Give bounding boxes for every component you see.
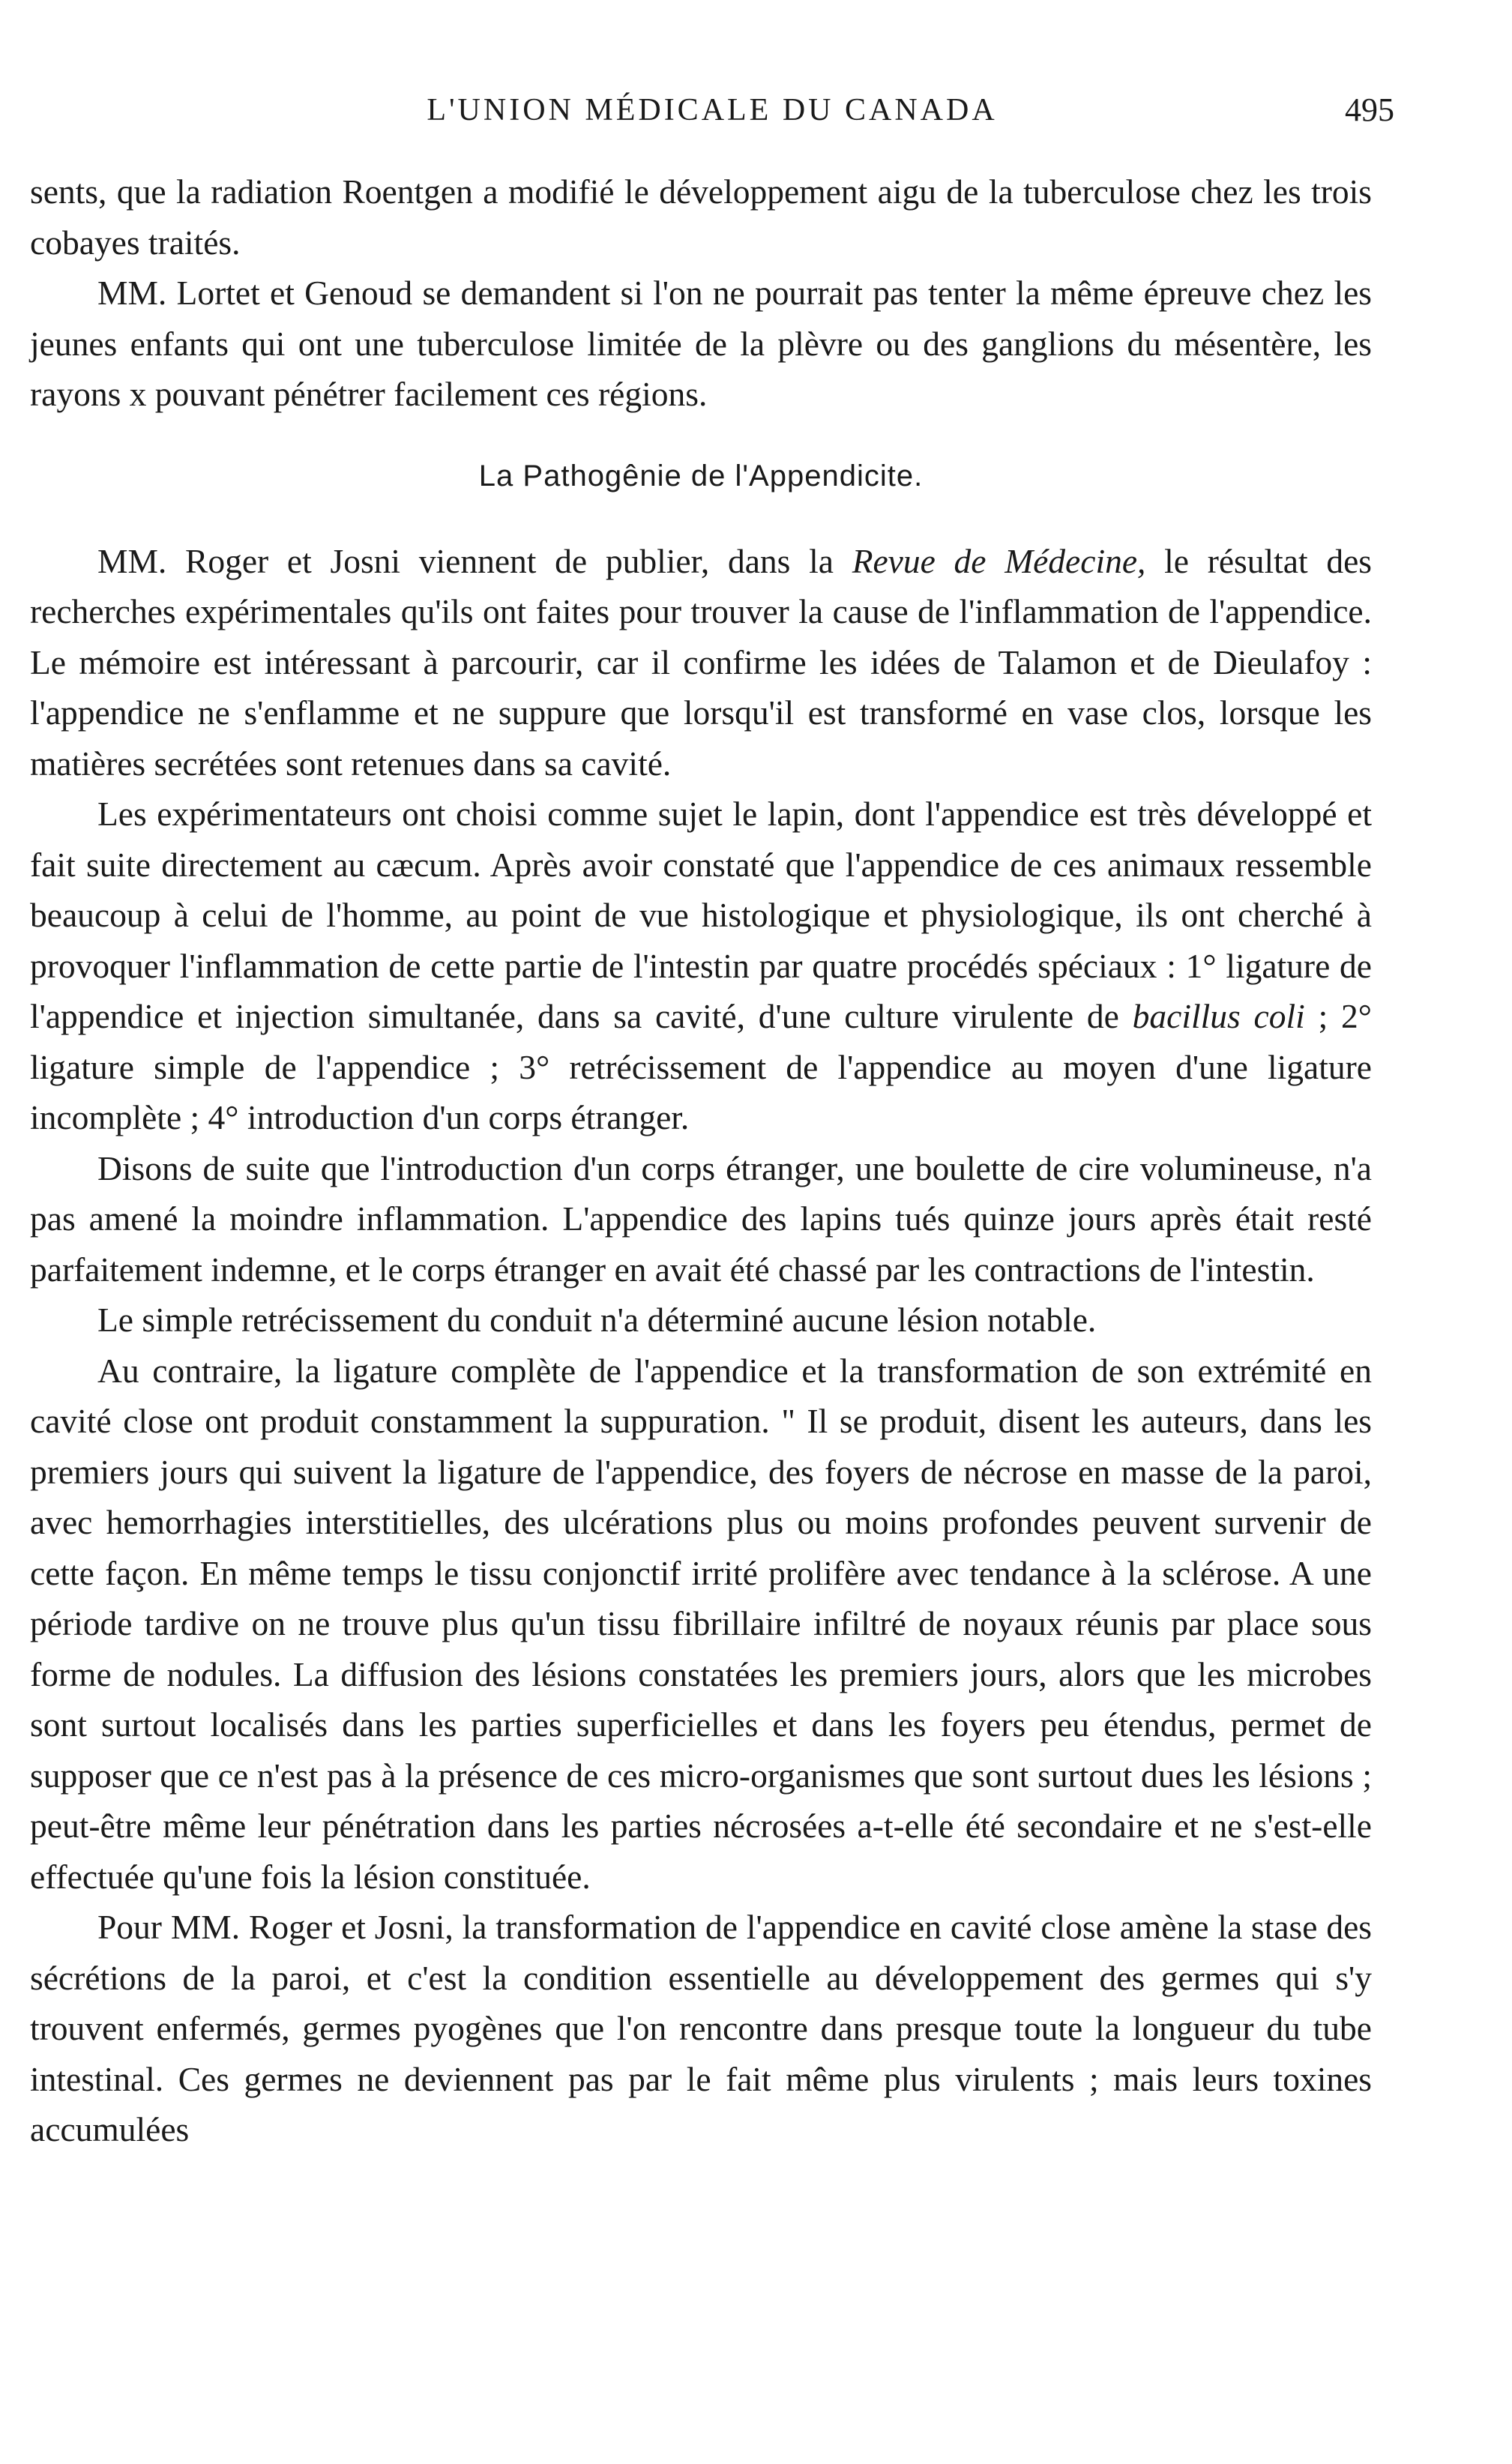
section-title: La Pathogênie de l'Appendicite. (478, 459, 924, 493)
paragraph: MM. Lortet et Genoud se demandent si l'on ne pourrait pas tenter la même épreuve chez les jeunes enfants qui ont une tuberculose limitée de la plèvre ou des ganglions du mésentère, les rayons x pouvant pénétrer facilement ces régions. (30, 274, 1372, 413)
page-number: 495 (1345, 91, 1394, 128)
journal-reference: Revue de Médecine, (852, 541, 1146, 580)
paragraph-text: le résultat des recherches expérimentales qu'ils ont faites pour trouver la cause de l'inflammation de l'appendice. Le mémoire est intéressant à parcourir, car il confirme les idées de Talamon et de Dieulafoy : l'appendice ne s'enflamme et ne suppure que lorsqu'il est transformé en vase clos, lorsque les matières secrétées sont retenues dans sa cavité. (30, 541, 1372, 783)
paragraph (30, 789, 1372, 1143)
paragraph-text: MM. Roger et Josni viennent de publier, dans la (97, 541, 852, 580)
paragraph-continued: sents, que la radiation Roentgen a modifié le développement aigu de la tuberculose chez les trois cobayes traités. (30, 172, 1372, 262)
running-head (30, 84, 1394, 136)
journal-title: L'UNION MÉDICALE DU CANADA (427, 93, 998, 127)
paragraph-text: Les expérimentateurs ont choisi comme sujet le lapin, dont l'appendice est très développé et fait suite directement au cæcum. Après avoir constaté que l'appendice de ces animaux ressemble beaucoup à celui de l'homme, au point de vue histologique et physiologique, ils ont cherché à provoquer l'inflammation de cette partie de l'intestin par quatre procédés spéciaux : 1° ligature de l'appendice et injection simultanée, dans sa cavité, d'une culture virulente de (30, 795, 1372, 1035)
paragraph: Au contraire, la ligature complète de l'appendice et la transformation de son extrémité en cavité close ont produit constamment la suppuration. " Il se produit, disent les auteurs, dans les premiers jours qui suivent la ligature de l'appendice, des foyers de nécrose en masse de la paroi, avec hemorrhagies interstitielles, des ulcérations plus ou moins profondes peuvent survenir de cette façon. En même temps le tissu conjonctif irrité prolifère avec tendance à la sclérose. A une période tardive on ne trouve plus qu'un tissu fibrillaire infiltré de noyaux réunis par place sous forme de nodules. La diffusion des lésions constatées les premiers jours, alors que les microbes sont surtout localisés dans les parties superficielles et dans les foyers peu étendus, permet de supposer que ce n'est pas à la présence de ces micro-organismes que sont surtout dues les lésions ; peut-être même leur pénétration dans les parties nécrosées a-t-elle été secondaire et ne s'est-elle effectuée qu'une fois la lésion constituée. (30, 1351, 1372, 1896)
paragraph-text: ; 2° ligature simple de l'appendice ; 3° retrécissement de l'appendice au moyen d'une ligature incomplète ; 4° introduction d'un corps étranger. (30, 997, 1372, 1136)
paragraph: Disons de suite que l'introduction d'un corps étranger, une boulette de cire volumineuse, n'a pas amené la moindre inflammation. L'appendice des lapins tués quinze jours après était resté parfaitement indemne, et le corps étranger en avait été chassé par les contractions de l'intestin. (30, 1148, 1372, 1289)
paragraph: Pour MM. Roger et Josni, la transformation de l'appendice en cavité close amène la stase des sécrétions de la paroi, et c'est la condition essentielle au développement des germes qui s'y trouvent enfermés, germes pyogènes que l'on rencontre dans presque toute la longueur du tube intestinal. Ces germes ne deviennent pas par le fait même plus virulents ; mais leurs toxines accumulées (30, 1908, 1372, 2148)
article-body (30, 166, 1372, 2155)
paragraph: Le simple retrécissement du conduit n'a déterminé aucune lésion notable. (97, 1301, 1097, 1339)
bacterium-name: bacillus coli (1132, 997, 1305, 1035)
paragraph (30, 536, 1372, 789)
